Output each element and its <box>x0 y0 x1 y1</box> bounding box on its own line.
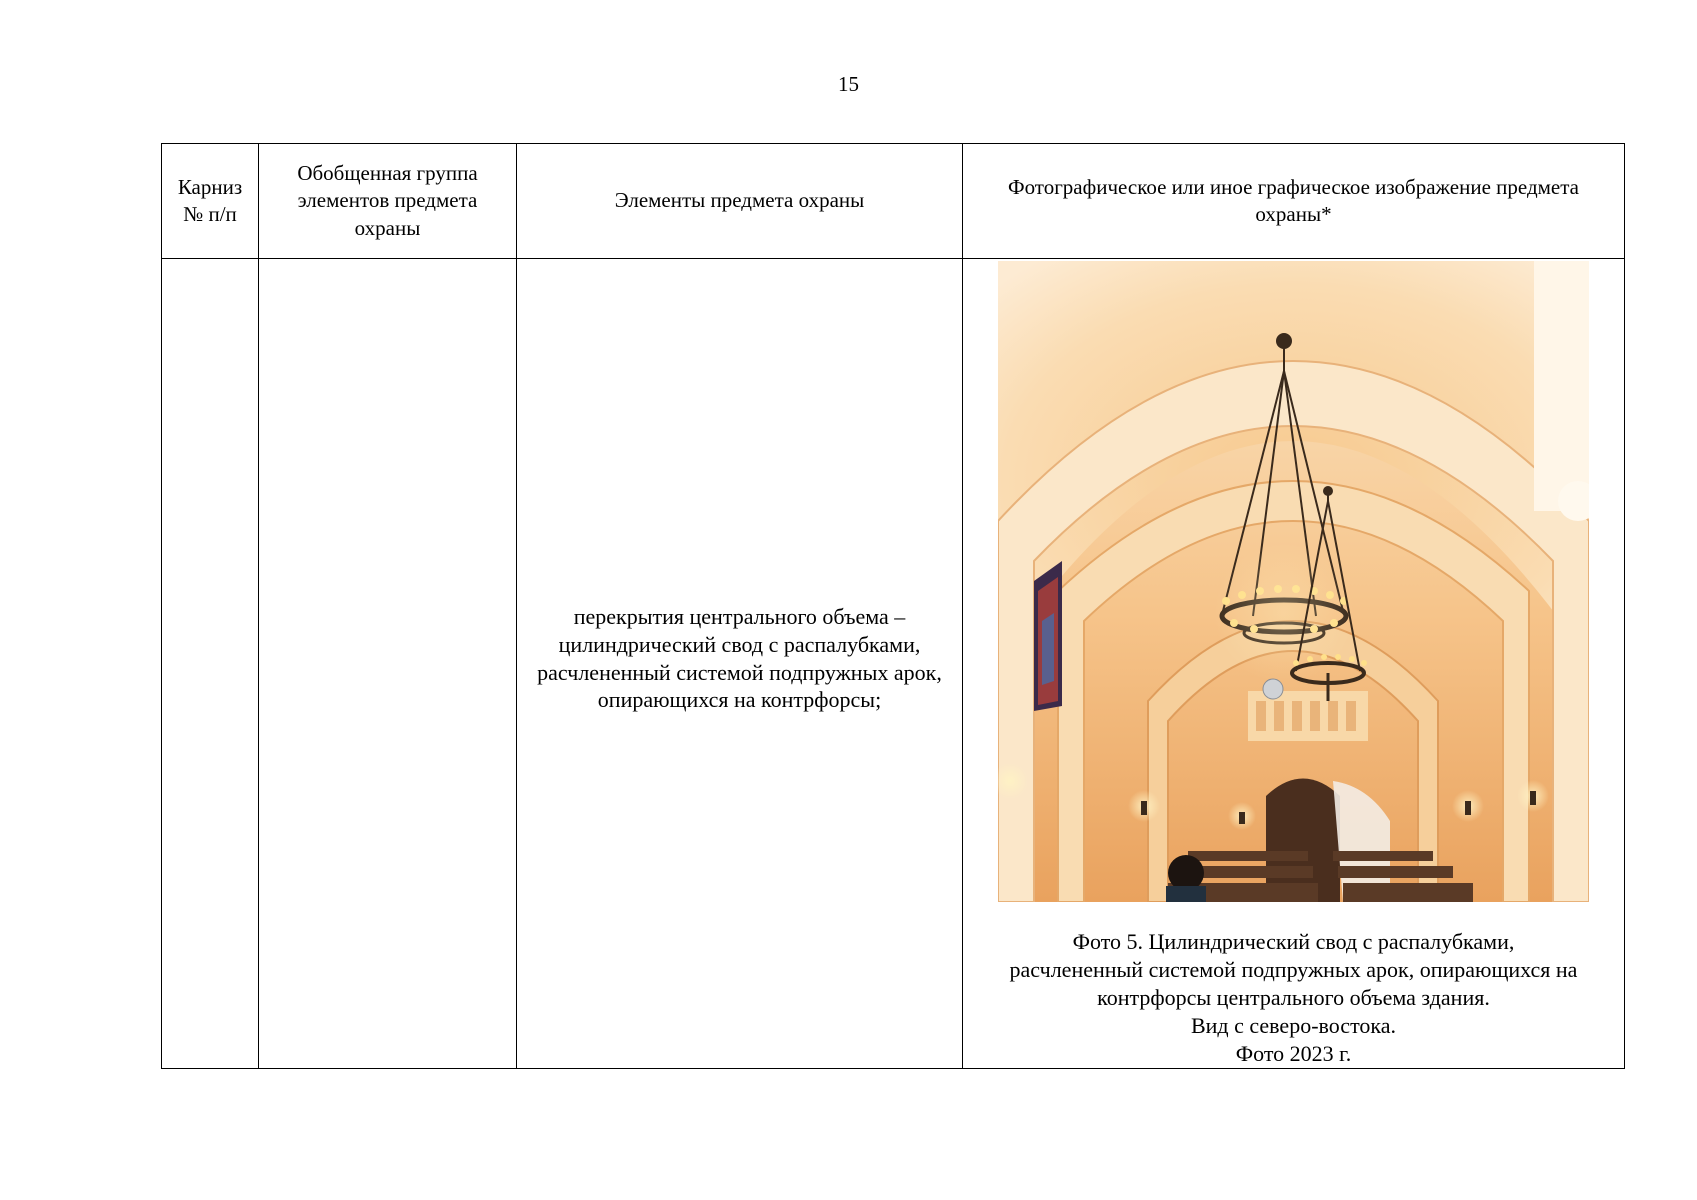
header-image: Фотографическое или иное графическое изображение предмета охраны* <box>963 144 1625 259</box>
header-group: Обобщенная группа элементов предмета охраны <box>259 144 517 259</box>
caption-line: Вид с северо-востока. <box>1190 1012 1397 1038</box>
caption-line: Фото 5. Цилиндрический свод с распалубками, <box>1072 929 1515 954</box>
protection-table <box>161 143 1625 1069</box>
caption-line: контрфорсы центрального объема здания. <box>1097 984 1490 1010</box>
cell-elements <box>517 259 963 1069</box>
cell-number <box>162 259 259 1069</box>
header-number: Карниз № п/п <box>162 144 259 259</box>
caption-line: Фото 2023 г. <box>1235 1040 1352 1066</box>
elements-text: перекрытия центрального объема – цилиндрический свод с распалубками, расчлененный системой подпружных арок, опирающихся на контрфорсы; <box>537 603 942 713</box>
caption-line: расчлененный системой подпружных арок, опирающихся на <box>1009 956 1578 982</box>
header-row <box>162 144 1625 259</box>
header-elements: Элементы предмета охраны <box>517 144 963 259</box>
cell-photo <box>963 259 1625 1069</box>
photo-caption <box>963 928 1624 1068</box>
page-number: 15 <box>838 72 859 96</box>
cell-group <box>259 259 517 1069</box>
photo-interior-vault <box>998 261 1589 902</box>
table-row <box>162 259 1625 1069</box>
